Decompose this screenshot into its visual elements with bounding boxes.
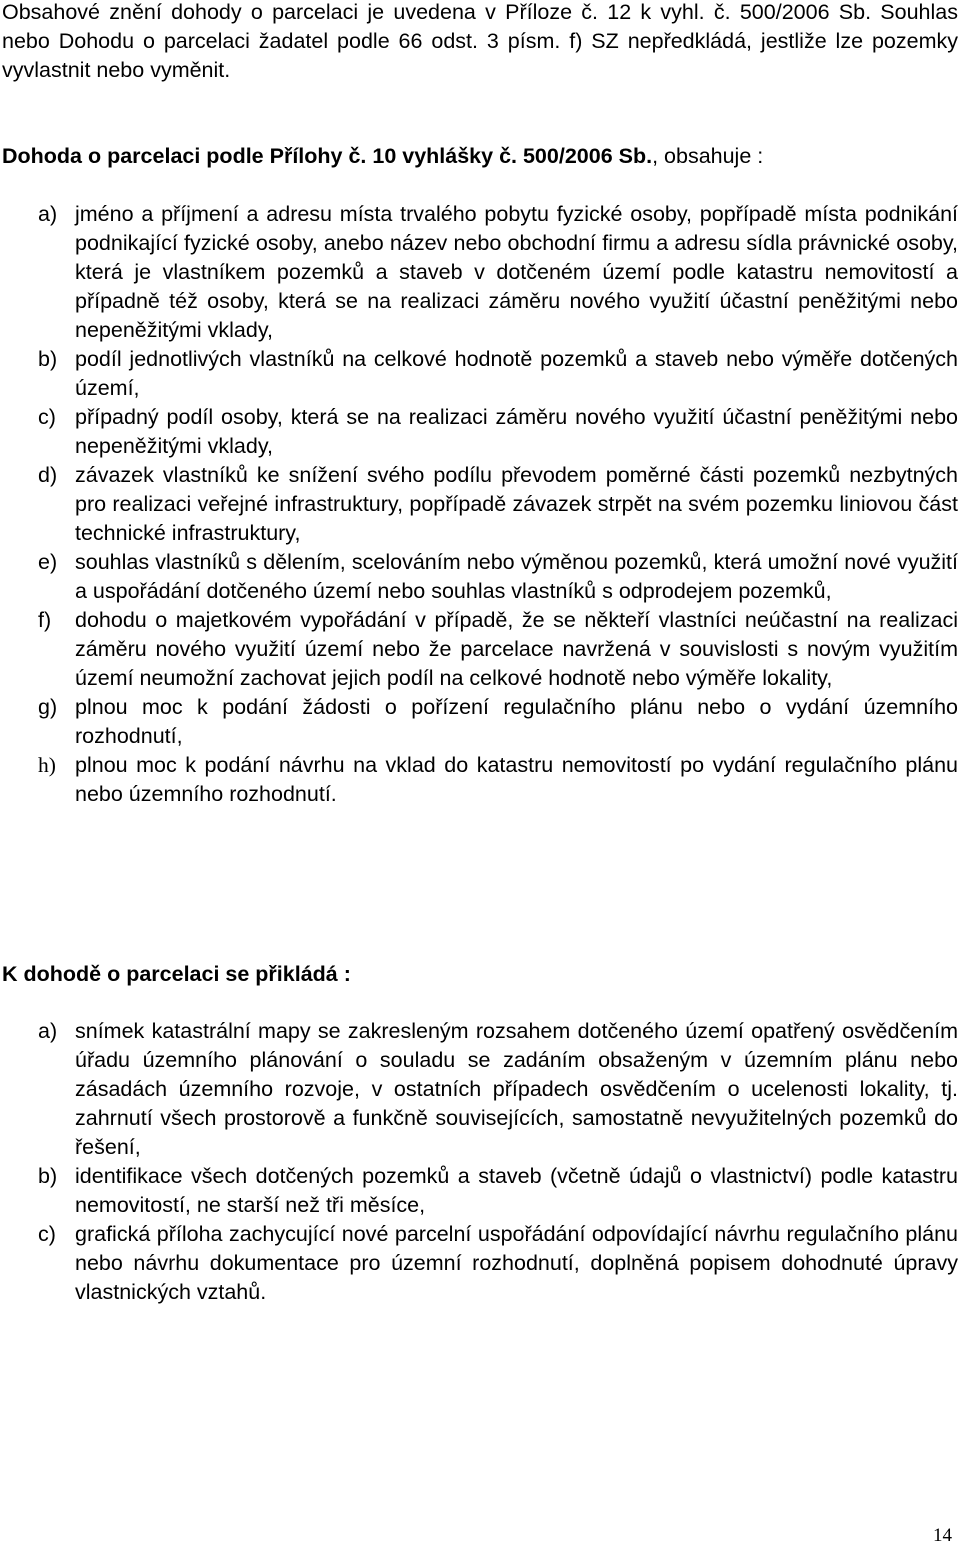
list-item-text: případný podíl osoby, která se na realizaci záměru nového využití účastní peněžitými nebo nepeněžitými vklady, [75,405,958,458]
list-item-text: dohodu o majetkovém vypořádání v případě, že se někteří vlastníci neúčastní na realizaci záměru nového využití území nebo že parcelace navržená v souvislosti s novým využitím území neumožní zachovat jejich podíl na celkové hodnotě nebo výměře lokality, [75,608,958,690]
list-item-text: plnou moc k podání návrhu na vklad do katastru nemovitostí po vydání regulačního plánu nebo územního rozhodnutí. [75,753,958,806]
section-heading-bold: Dohoda o parcelaci podle Přílohy č. 10 vyhlášky č. 500/2006 Sb. [2,144,653,168]
section-heading-attachments: K dohodě o parcelaci se přikládá : [2,962,351,986]
section-heading-agreement-contents [2,142,763,171]
section-heading-tail: , obsahuje : [652,144,764,168]
list-item-text: závazek vlastníků ke snížení svého podílu převodem poměrné části pozemků nezbytných pro realizaci veřejné infrastruktury, popřípadě závazek strpět na svém pozemku liniovou část technické infrastruktury, [75,463,958,545]
page-number: 14 [933,1525,952,1546]
list-item [0,403,958,461]
list-marker: g) [38,695,58,719]
list-item-text: plnou moc k podání žádosti o pořízení regulačního plánu nebo o vydání územního rozhodnutí, [75,695,958,748]
list-item [0,200,958,345]
list-marker: h) [38,753,56,777]
list-item [0,751,958,809]
list-item-text: podíl jednotlivých vlastníků na celkové hodnotě pozemků a staveb nebo výměře dotčených území, [75,347,958,400]
intro-paragraph: Obsahové znění dohody o parcelaci je uvedena v Příloze č. 12 k vyhl. č. 500/2006 Sb. Souhlas nebo Dohodu o parcelaci žadatel podle 66 odst. 3 písm. f) SZ nepředkládá, jestliže lze pozemky vyvlastnit nebo vyměnit. [2,0,958,82]
list-marker: b) [38,347,58,371]
list-marker: c) [38,405,56,429]
list-item [0,1220,958,1307]
list-item [0,693,958,751]
agreement-contents-list [0,200,958,809]
list-item [0,1162,958,1220]
list-marker: a) [38,1019,58,1043]
list-item [0,345,958,403]
list-marker: b) [38,1164,58,1188]
list-item [0,461,958,548]
list-item [0,548,958,606]
list-marker: e) [38,550,58,574]
list-marker: d) [38,463,58,487]
list-item-text: souhlas vlastníků s dělením, scelováním nebo výměnou pozemků, která umožní nové využití a uspořádání dotčeného území nebo souhlas vlastníků s odprodejem pozemků, [75,550,958,603]
list-marker: f) [38,608,52,632]
list-item-text: snímek katastrální mapy se zakresleným rozsahem dotčeného území opatřený osvědčením úřadu územního plánování o souladu se zadáním obsaženým v územním plánu nebo zásadách územního rozvoje, v ostatních případech osvědčením o ucelenosti lokality, tj. zahrnutí všech prostorově a funkčně souvisejících, samostatně nevyužitelných pozemků do řešení, [75,1019,958,1159]
attachments-list [0,1017,958,1307]
list-item-text: jméno a příjmení a adresu místa trvalého pobytu fyzické osoby, popřípadě místa podnikání podnikající fyzické osoby, anebo název nebo obchodní firmu a adresu sídla právnické osoby, která je vlastníkem pozemků a staveb v dotčeném území podle katastru nemovitostí a případně též osoby, která se na realizaci záměru nového využití účastní peněžitými nebo nepeněžitými vklady, [75,202,958,342]
list-item [0,606,958,693]
list-marker: c) [38,1222,56,1246]
list-item-text: grafická příloha zachycující nové parcelní uspořádání odpovídající návrhu regulačního plánu nebo návrhu dokumentace pro územní rozhodnutí, doplněná popisem dohodnuté úpravy vlastnických vztahů. [75,1222,958,1304]
list-marker: a) [38,202,58,226]
list-item-text: identifikace všech dotčených pozemků a staveb (včetně údajů o vlastnictví) podle katastru nemovitostí, ne starší než tři měsíce, [75,1164,958,1217]
list-item [0,1017,958,1162]
